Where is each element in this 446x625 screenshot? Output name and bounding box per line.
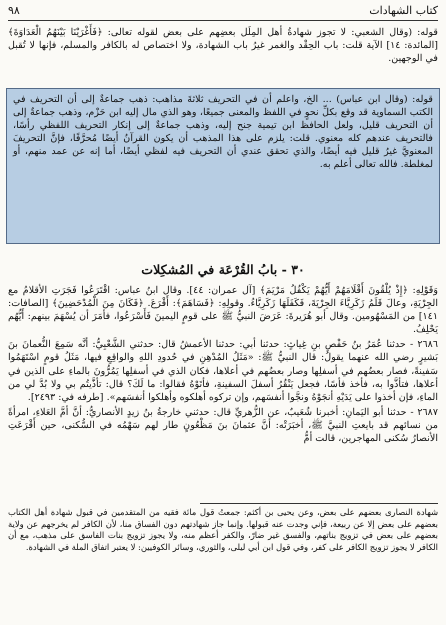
highlighted-note bbox=[6, 88, 440, 244]
running-header bbox=[8, 2, 438, 20]
commentary-paragraph bbox=[8, 26, 438, 65]
page-number: ٩٨ bbox=[8, 4, 20, 17]
footnote bbox=[8, 507, 438, 553]
footnote-text: شهادة النصارى بعضهم على بعض، وعن يحيى بن أكثم: جمعتُ قول مائة فقيه من المتقدمين في قبول شهادة أهل الكتاب بعضهم على بعض إلا عن ربيعة، فإني وجدت عنه قبولها. وإنما جاز شهادتهم دون الفساق منا، لأن الكافر لم يخرجهم عن ولاية بعضهم على بعض في تزويج بناتهم، والفسق غير ضارّ، والكفر أعظم منه، ولا يجوز تزويج بنات الفاسق على مذهب، مع أن الكافر لا يجوز تزويج الكافر على كفر، وفي قول ابن أبي ليلى، والثوري، وسائر الكوفيين: لا يعتبر اتفاق الملة في الشهادة. bbox=[8, 507, 438, 552]
header-rule bbox=[8, 20, 438, 21]
note-text: قوله: (وقال ابن عباس) ... الخ، واعلم أن في التحريف ثلاثةَ مذاهب: ذهب جماعةٌ إلى أن التحريف في الكتب السماوية قد وقع بكلِّ نحوٍ في اللفظ والمعنى جميعًا، وهو الذي مال إليه ابن حَزْم، وذهب جماعةٌ إلى أن التحريف قليل، ولعل الحافظ ابن تيمية جنح إليه، وذهب جماعةٌ إلى إنكار التحريف اللفظي رأسًا، فالتحريف عندهم كله معنوي. قلت: يلزم على هذا المذهب أن يكون القرآنُ أيضًا مُحرَّفًا، فإنَّ التحريفَ المعنويَّ غيرُ قليل فيه أيضًا، والذي تحقق عندي أن التحريف فيه لفظي أيضًا، أما إنه عن عمد منهم، أو لمغلطة. فالله تعالى أعلم به. bbox=[13, 94, 433, 170]
main-paragraph-2: ٢٦٨٦ - حدثنا عُمَرُ بنُ حَفْصِ بنِ غِياثٍ: حدثنا أبي: حدثنا الأعمشُ قال: حدثني الشَّعْبِيُّ: أنَّه سَمِعَ النُّعمانَ بنَ بَشيرٍ رضي الله عنهما يقولُ: قال النبيُّ ﷺ: «مَثَلُ المُدْهِنِ في حُدودِ اللهِ والواقِعِ فيها، مَثَلُ قومٍ اسْتَهَمُوا سَفينةً، فصار بعضُهم في أسفلِها وصار بعضُهم في أعلاها، فكان الذي في أسفلِها يَمُرُّونَ بالماءِ على الذين في أعلاها، فتأذَّوا به، فأخذ فأسًا، فجعل يَنْقُرُ أسفلَ السفينةِ، فأتَوْهُ فقالوا: ما لَكَ؟ قال: تأذَّيتُم بي ولا بُدَّ لي من الماءِ، فإن أخذوا على يَدَيْهِ أنجَوْهُ ونجَّوا أنفسَهم، وإن تركوه أهلكوه وأهلكوا أنفسَهم». [طرفه في: ٢٤٩٣]. bbox=[8, 339, 438, 403]
footnote-rule bbox=[200, 503, 438, 504]
hadith-body bbox=[8, 284, 438, 447]
chapter-title: ٣٠ - بابُ القُرْعَة في المُشكِلات bbox=[141, 262, 305, 277]
main-paragraph-1: وَقَوْلِهِ: ﴿إِذْ يُلْقُونَ أَقْلَامَهُمْ أَيُّهُمْ يَكْفُلُ مَرْيَمَ﴾ [آل عمران: ٤٤]. وقال ابنُ عباس: اقْتَرَعُوا فَجَرَتِ الأقلامُ مع الجِرْيَةِ، وعالَ قَلَمُ زَكَرِيَّاءَ الجِرْيَةَ، فَكَفَلَهَا زَكَرِيَّاءُ. وقولِهِ: ﴿فَسَاهَمَ﴾: أَقْرَعَ. ﴿فَكَانَ مِنَ الْمُدْحَضِينَ﴾ [الصافات: ١٤١] من المَسْهُومين. وقال أبو هُرَيرةَ: عَرَضَ النبيُّ ﷺ على قومٍ اليمينَ فَأَسْرَعُوا، فأمَرَ أن يُسْهَمَ بينهم: أَيُّهُم يَحْلِفُ. bbox=[8, 285, 439, 336]
commentary-text: قوله: (وقال الشعبي: لا تجوز شهادةُ أهل المِلَل بعضِهم على بعض لقوله تعالى: ﴿فَأَغْرَيْنَا بَيْنَهُمُ الْعَدَاوَةَ﴾ [المائدة: ١٤] الآية قلت: باب الحِقْد والغمر غيرُ باب الشهادة، ولا اختصاص له بالكافر والمسلم، فإنها لا تُقبل في الوجهين. bbox=[8, 27, 438, 65]
main-paragraph-3: ٢٦٨٧ - حدثنا أبو اليَمانِ: أخبرنا شُعَيبٌ، عن الزُّهريِّ قال: حدثني خارجةُ بنُ زيدٍ الأنصاريُّ: أنَّ أمَّ العَلاءِ، امرأةً من نسائهم قد بايعتِ النبيَّ ﷺ، أخبَرَتْه: أنَّ عثمانَ بنَ مَظْعُونٍ طار لهم سَهْمُه في السُّكنى، حين أَقْرَعَتِ الأنصارُ سُكنى المهاجرين، قالت أمُّ bbox=[8, 406, 438, 445]
book-title: كتاب الشهادات bbox=[369, 4, 438, 17]
